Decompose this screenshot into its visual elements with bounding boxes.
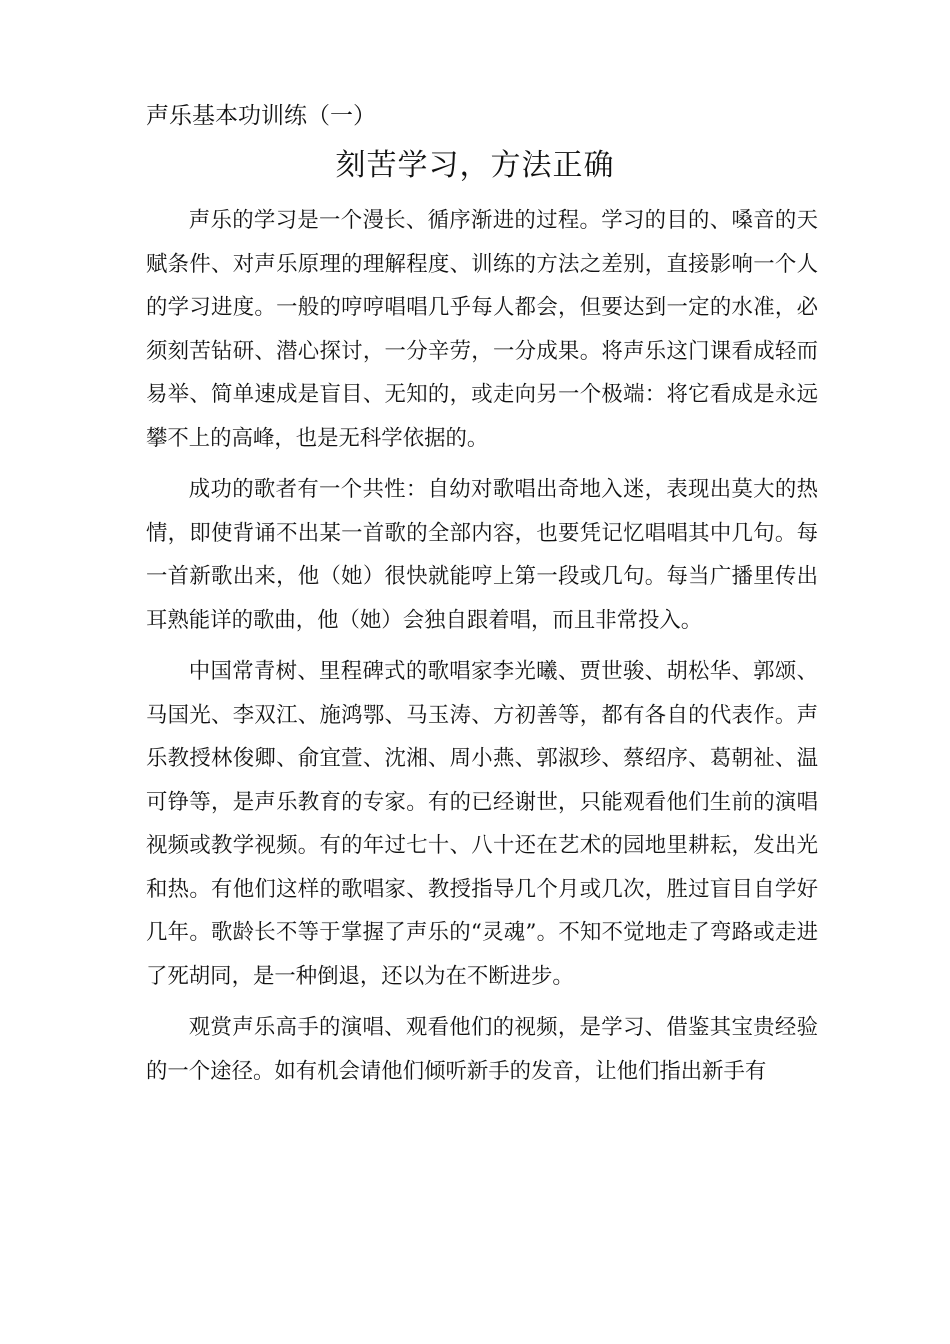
page-title: 刻苦学习，方法正确 xyxy=(335,148,615,183)
paragraph: 观赏声乐高手的演唱、观看他们的视频，是学习、借鉴其宝贵经验的一个途径。如有机会请他们倾听新手的发音，让他们指出新手有 xyxy=(146,1015,818,1084)
paragraph: 成功的歌者有一个共性：自幼对歌唱出奇地入迷，表现出莫大的热情，即使背诵不出某一首歌的全部内容，也要凭记忆唱唱其中几句。每一首新歌出来，他（她）很快就能哼上第一段或几句。每当广播里传出耳熟能详的歌曲，他（她）会独自跟着唱，而且非常投入。 xyxy=(146,477,818,633)
series-title: 声乐基本功训练（一） xyxy=(146,103,376,129)
paragraph: 中国常青树、里程碑式的歌唱家李光曦、贾世骏、胡松华、郭颂、马国光、李双江、施鸿鄂、马玉涛、方初善等，都有各自的代表作。声乐教授林俊卿、俞宜萱、沈湘、周小燕、郭淑珍、蔡绍序、葛朝祉、温可铮等，是声乐教育的专家。有的已经谢世，只能观看他们生前的演唱视频或教学视频。有的年过七十、八十还在艺术的园地里耕耘，发出光和热。有他们这样的歌唱家、教授指导几个月或几次，胜过盲目自学好几年。歌龄长不等于掌握了声乐的“灵魂”。不知不觉地走了弯路或走进了死胡同，是一种倒退，还以为在不断进步。 xyxy=(146,659,818,989)
document-body xyxy=(146,199,818,1101)
paragraph: 声乐的学习是一个漫长、循序渐进的过程。学习的目的、嗓音的天赋条件、对声乐原理的理解程度、训练的方法之差别，直接影响一个人的学习进度。一般的哼哼唱唱几乎每人都会，但要达到一定的水准，必须刻苦钻研、潜心探讨，一分辛劳，一分成果。将声乐这门课看成轻而易举、简单速成是盲目、无知的，或走向另一个极端：将它看成是永远攀不上的高峰，也是无科学依据的。 xyxy=(146,208,818,451)
